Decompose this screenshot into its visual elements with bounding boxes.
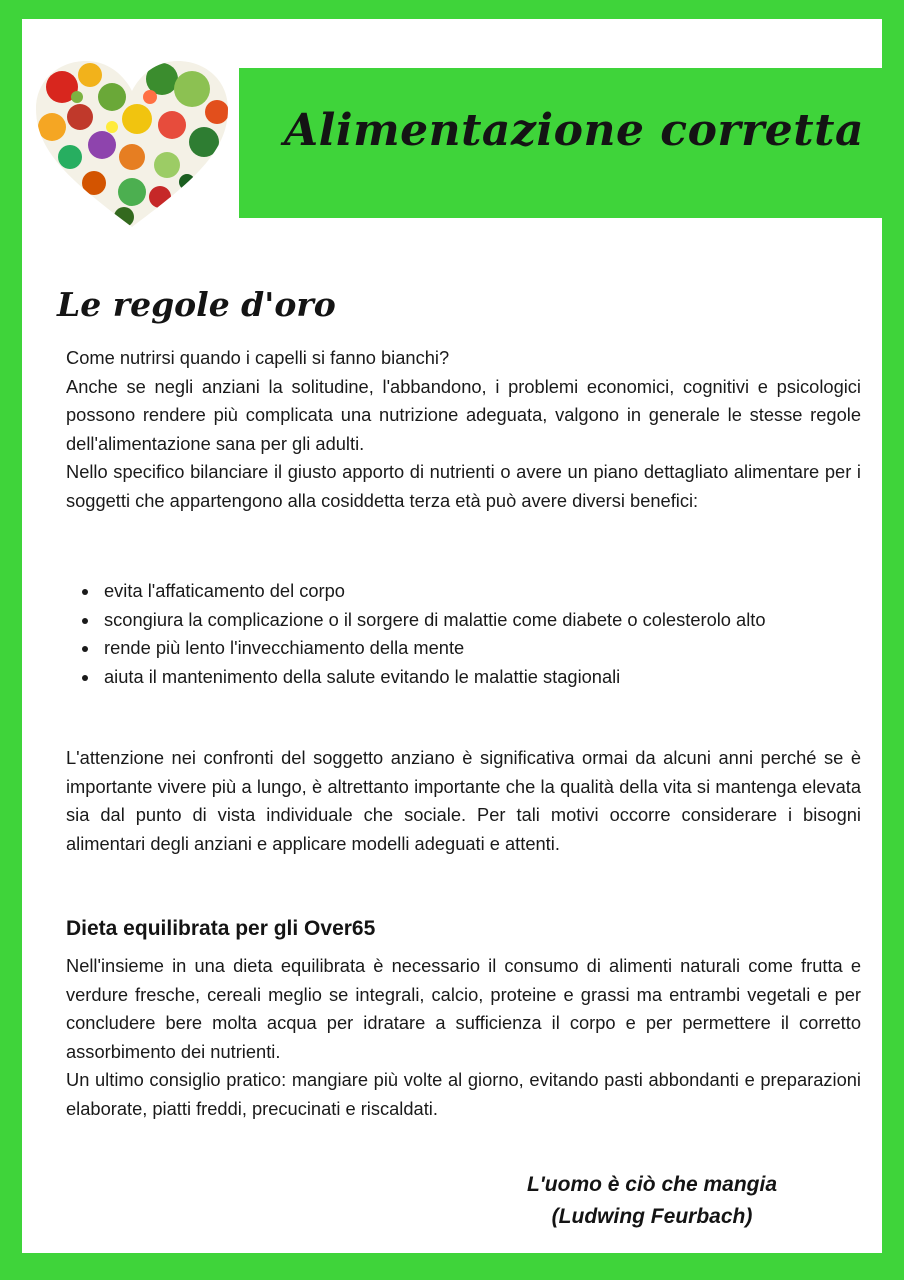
intro-text [66,344,861,516]
page-title: Alimentazione corretta [284,105,864,156]
quote-text: L'uomo è ciò che mangia [526,1173,778,1196]
section-heading-golden-rules: Le regole d'oro [57,285,336,324]
benefits-list [66,577,895,691]
intro-paragraph: Come nutrirsi quando i capelli si fanno bianchi? [66,347,450,368]
diet-text [66,952,861,1124]
diet-paragraph: Un ultimo consiglio pratico: mangiare più volte al giorno, evitando pasti abbondanti e preparazioni elaborate, piatti freddi, precucinati e riscaldati. [66,1069,861,1119]
diet-paragraph: Nell'insieme in una dieta equilibrata è necessario il consumo di alimenti naturali come frutta e verdure fresche, cereali meglio se integrali, calcio, proteine e grassi ma entrambi vegetali e per concludere bere molta acqua per idratare a sufficienza il corpo e per permettere il corretto assorbimento dei nutrienti. [66,955,861,1062]
list-item: • rende più lento l'invecchiamento della mente [100,634,895,663]
quote [502,1169,802,1233]
list-item: • evita l'affaticamento del corpo [100,577,895,606]
list-item: • scongiura la complicazione o il sorgere di malattie come diabete o colesterolo alto [100,606,895,635]
diet-heading: Dieta equilibrata per gli Over65 [66,917,376,940]
list-item: • aiuta il mantenimento della salute evitando le malattie stagionali [100,663,895,692]
intro-paragraph: Anche se negli anziani la solitudine, l'abbandono, i problemi economici, cognitivi e psicologici possono rendere più complicata una nutrizione adeguata, valgono in generale le stesse regole dell'alimentazione sana per gli adulti. [66,375,861,454]
attention-text [66,744,861,858]
vegetable-heart-icon [32,57,232,237]
page [22,19,882,1253]
attention-paragraph: L'attenzione nei confronti del soggetto anziano è significativa ormai da alcuni anni perché se è importante vivere più a lungo, è altrettanto importante che la qualità della vita si mantenga elevata sia dal punto di vista individuale che sociale. Per tali motivi occorre considerare i bisogni alimentari degli anziani e applicare modelli adeguati e attenti. [66,747,861,854]
quote-author: (Ludwing Feurbach) [551,1205,753,1228]
intro-paragraph: Nello specifico bilanciare il giusto apporto di nutrienti o avere un piano dettagliato alimentare per i soggetti che appartengono alla cosiddetta terza età può avere diversi benefici: [66,461,861,511]
